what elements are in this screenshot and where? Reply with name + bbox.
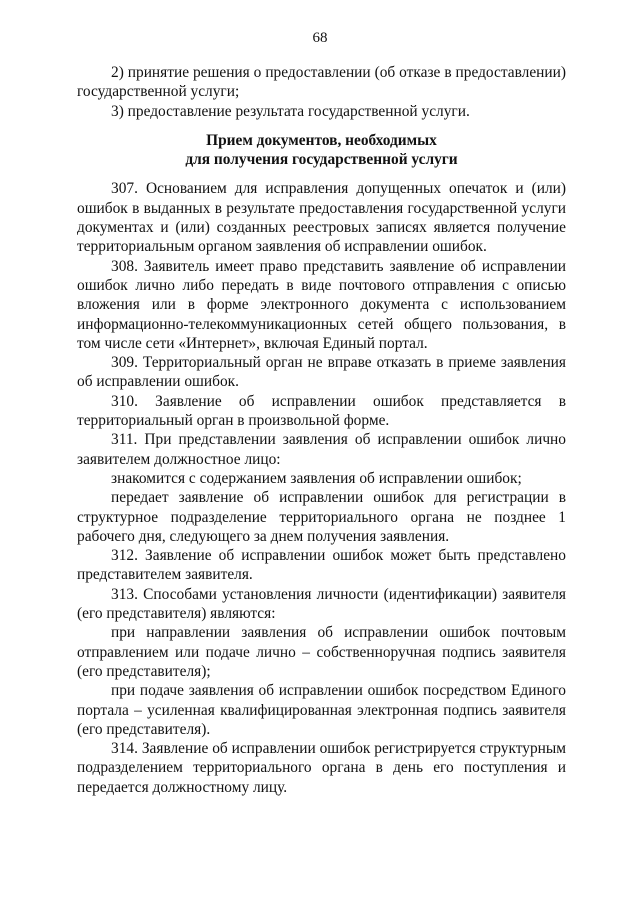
- document-body: [77, 63, 566, 797]
- paragraph-308: 308. Заявитель имеет право представить заявление об исправлении ошибок лично либо передать в виде почтового отправления с описью вложения или в форме электронного документа с использованием информационно-телекоммуникационных сетей общего пользования, в том числе сети «Интернет», включая Единый портал.: [77, 257, 566, 352]
- paragraph-314: 314. Заявление об исправлении ошибок регистрируется структурным подразделением территориального органа в день его поступления и передается должностному лицу.: [77, 740, 566, 796]
- paragraph-310: 310. Заявление об исправлении ошибок представляется в территориальный орган в произвольной форме.: [77, 392, 566, 430]
- paragraph-309: 309. Территориальный орган не вправе отказать в приеме заявления об исправлении ошибок.: [77, 354, 566, 391]
- section-heading-line-1: Прием документов, необходимых: [206, 131, 437, 149]
- paragraph-311: 311. При представлении заявления об исправлении ошибок лично заявителем должностное лицо:: [77, 431, 566, 468]
- section-heading-line-2: для получения государственной услуги: [185, 151, 458, 169]
- paragraph-313: 313. Способами установления личности (идентификации) заявителя (его представителя) являются:: [77, 585, 566, 623]
- paragraph-312: 312. Заявление об исправлении ошибок может быть представлено представителем заявителя.: [77, 547, 566, 584]
- paragraph-311-item-2: передает заявление об исправлении ошибок для регистрации в структурное подразделение территориального органа не позднее 1 рабочего дня, следующего за днем получения заявления.: [77, 489, 566, 545]
- paragraph-307: 307. Основанием для исправления допущенных опечаток и (или) ошибок в выданных в результате предоставления государственной услуги документах и (или) созданных реестровых записях является получение территориальным органом заявления об исправлении ошибок.: [77, 180, 566, 256]
- paragraph-311-item-1: знакомится с содержанием заявления об исправлении ошибок;: [111, 469, 522, 487]
- list-item-result: 3) предоставление результата государственной услуги.: [111, 102, 470, 120]
- paragraph-313-item-1: при направлении заявления об исправлении ошибок почтовым отправлением или подаче лично – собственноручная подпись заявителя (его представителя);: [77, 624, 566, 680]
- section-heading: [77, 131, 566, 170]
- paragraph-313-item-2: при подаче заявления об исправлении ошибок посредством Единого портала – усиленная квалифицированная электронная подпись заявителя (его представителя).: [77, 682, 566, 738]
- page-number: 68: [312, 30, 328, 46]
- list-item-decision: 2) принятие решения о предоставлении (об отказе в предоставлении) государственной услуги;: [77, 64, 566, 101]
